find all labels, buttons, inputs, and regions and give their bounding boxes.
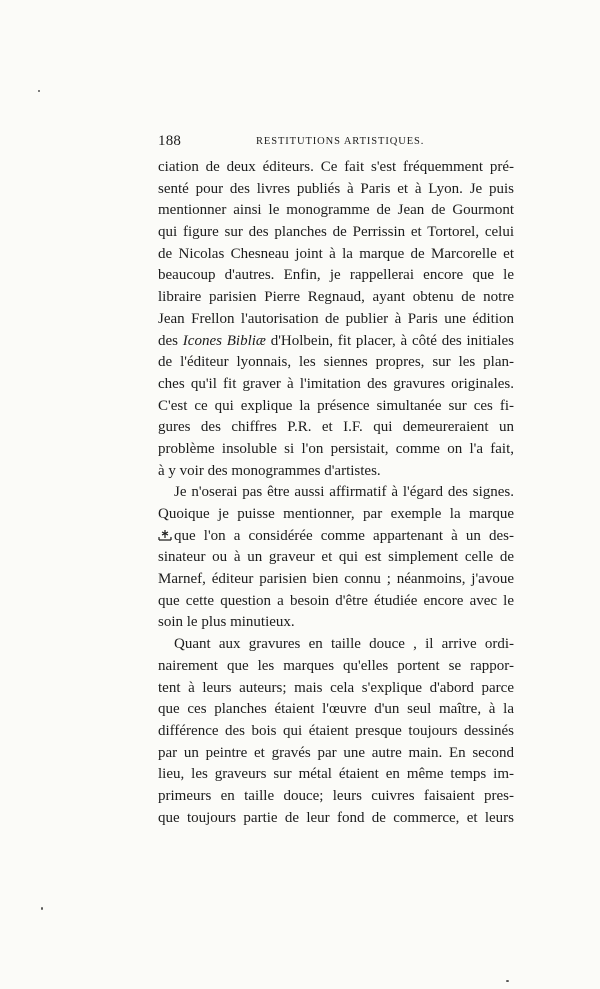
text-line: soin le plus minutieux. — [158, 614, 295, 631]
text-line: primeurs en taille douce; leurs cuivres faisaient pres- — [158, 787, 514, 804]
text-line: Marnef, éditeur parisien bien connu ; néanmoins, j'avoue — [158, 571, 514, 588]
text-line: de Nicolas Chesneau joint à la marque de Marcorelle et — [158, 245, 514, 262]
scan-speck — [38, 90, 40, 92]
book-title: Icones Bibliæ — [182, 332, 266, 349]
printer-mark-icon — [158, 529, 172, 541]
text-line: nairement que les marques qu'elles portent se rappor- — [158, 657, 514, 674]
text-line-with-title — [158, 331, 514, 353]
text-line: lieu, les graveurs sur métal étaient en même temps im- — [158, 766, 514, 783]
running-head — [158, 133, 514, 153]
text-line: à y voir des monogrammes d'artistes. — [158, 462, 381, 479]
text-segment: que l'on a considérée comme appartenant à un des- — [174, 527, 514, 544]
text-line: Quant aux gravures en taille douce , il arrive ordi- — [174, 636, 514, 653]
text-line: qui figure sur des planches de Perrissin et Tortorel, celui — [158, 224, 514, 241]
text-line: sinateur ou à un graveur et qui est simplement celle de — [158, 549, 514, 566]
scan-speck — [41, 907, 43, 910]
text-line: problème insoluble si l'on persistait, comme on l'a fait, — [158, 440, 514, 457]
text-line: beaucoup d'autres. Enfin, je rappellerai encore que le — [158, 267, 514, 284]
text-line: que ces planches étaient l'œuvre d'un seul maître, à la — [158, 701, 514, 718]
text-line: mentionner ainsi le monogramme de Jean de Gourmont — [158, 202, 514, 219]
scan-speck — [506, 980, 509, 982]
text-line: libraire parisien Pierre Regnaud, ayant obtenu de notre — [158, 289, 514, 306]
text-line: ches qu'il fit graver à l'imitation des gravures originales. — [158, 375, 514, 392]
text-line: Quoique je puisse mentionner, par exemple la marque — [158, 506, 514, 522]
text-line: senté pour des livres publiés à Paris et à Lyon. Je puis — [158, 180, 514, 197]
text-segment: d'Holbein, fit placer, à côté des initiales — [265, 332, 514, 349]
text-line: Je n'oserai pas être aussi affirmatif à l'égard des signes. — [174, 484, 514, 501]
text-line: de l'éditeur lyonnais, les siennes propres, sur les plan- — [158, 354, 514, 371]
text-line: ciation de deux éditeurs. Ce fait s'est fréquemment pré- — [158, 159, 514, 175]
text-line: que cette question a besoin d'être étudiée encore avec le — [158, 592, 514, 609]
text-segment: des — [158, 332, 183, 349]
text-line: gures des chiffres P.R. et I.F. qui demeureraient un — [158, 419, 514, 436]
page-number: 188 — [158, 133, 182, 149]
text-line: tent à leurs auteurs; mais cela s'explique d'abord parce — [158, 679, 514, 696]
text-line-with-mark — [158, 526, 514, 548]
text-line: par un peintre et gravés par une autre main. En second — [158, 744, 514, 761]
running-title: RESTITUTIONS ARTISTIQUES. — [256, 136, 425, 147]
body-text — [158, 157, 514, 829]
text-line: que toujours partie de leur fond de commerce, et leurs — [158, 809, 514, 826]
text-line: différence des bois qui étaient presque toujours dessinés — [158, 722, 514, 739]
text-line: C'est ce qui explique la présence simultanée sur ces fi- — [158, 397, 514, 414]
text-line: Jean Frellon l'autorisation de publier à Paris une édition — [158, 310, 514, 327]
